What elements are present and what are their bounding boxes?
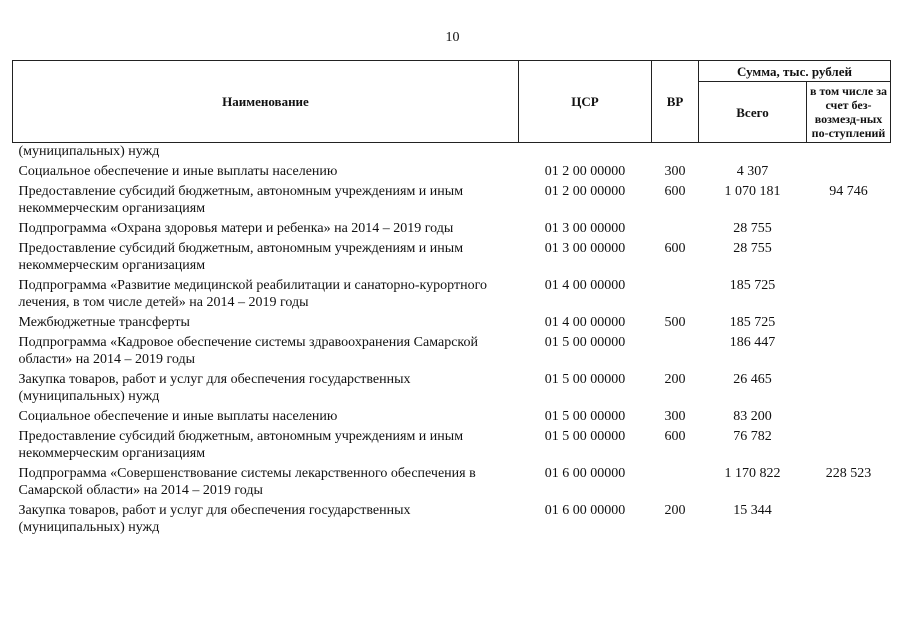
table-row xyxy=(13,499,891,536)
row-total: 4 307 xyxy=(736,164,769,179)
header-vr: ВР xyxy=(652,61,699,143)
row-name: (муниципальных) нужд xyxy=(18,144,160,159)
row-name: Подпрограмма «Совершенствование системы лекарственного обеспечения в Самарской области» на 2014 – 2019 годы xyxy=(18,466,476,498)
row-vr: 300 xyxy=(664,164,686,179)
header-free-receipts: в том числе за счет без-возмезд-ных по-ступлений xyxy=(807,82,891,143)
row-free-receipts xyxy=(807,311,891,331)
row-vr: 500 xyxy=(664,315,686,330)
row-name: Предоставление субсидий бюджетным, автономным учреждениям и иным некоммерческим организациям xyxy=(18,241,464,273)
row-free-receipts xyxy=(807,237,891,274)
row-total: 15 344 xyxy=(733,503,772,518)
row-csr: 01 5 00 00000 xyxy=(544,335,626,350)
header-name: Наименование xyxy=(13,61,519,143)
row-free-receipts xyxy=(807,425,891,462)
row-csr: 01 3 00 00000 xyxy=(544,221,626,236)
row-csr: 01 3 00 00000 xyxy=(544,241,626,256)
table-row xyxy=(13,160,891,180)
row-csr xyxy=(519,143,652,161)
row-total: 26 465 xyxy=(733,372,772,387)
row-vr: 600 xyxy=(664,184,686,199)
row-vr: 200 xyxy=(664,503,686,518)
row-csr: 01 6 00 00000 xyxy=(544,503,626,518)
row-vr: 600 xyxy=(664,429,686,444)
table-row xyxy=(13,143,891,161)
row-total: 185 725 xyxy=(729,315,776,330)
row-csr: 01 2 00 00000 xyxy=(544,164,626,179)
table-row xyxy=(13,368,891,405)
row-csr: 01 5 00 00000 xyxy=(544,372,626,387)
row-vr xyxy=(652,217,699,237)
row-total: 186 447 xyxy=(729,335,776,350)
row-total xyxy=(699,143,807,161)
row-name: Предоставление субсидий бюджетным, автономным учреждениям и иным некоммерческим организациям xyxy=(18,429,464,461)
row-name: Социальное обеспечение и иные выплаты населению xyxy=(18,409,338,424)
row-free-receipts xyxy=(807,217,891,237)
table-header xyxy=(13,61,891,143)
header-csr: ЦСР xyxy=(519,61,652,143)
row-name: Закупка товаров, работ и услуг для обеспечения государственных (муниципальных) нужд xyxy=(18,372,411,404)
row-free-receipts xyxy=(807,405,891,425)
table-row xyxy=(13,274,891,311)
row-name: Закупка товаров, работ и услуг для обеспечения государственных (муниципальных) нужд xyxy=(18,503,411,535)
row-free-receipts xyxy=(807,143,891,161)
row-csr: 01 5 00 00000 xyxy=(544,429,626,444)
row-csr: 01 4 00 00000 xyxy=(544,278,626,293)
row-vr: 200 xyxy=(664,372,686,387)
table-body xyxy=(13,143,891,537)
table-row xyxy=(13,331,891,368)
row-name: Межбюджетные трансферты xyxy=(18,315,190,330)
row-total: 28 755 xyxy=(733,221,772,236)
table-row xyxy=(13,425,891,462)
row-free-receipts xyxy=(807,331,891,368)
header-total: Всего xyxy=(699,82,807,143)
row-vr xyxy=(652,143,699,161)
table-row xyxy=(13,462,891,499)
row-csr: 01 2 00 00000 xyxy=(544,184,626,199)
row-free-receipts xyxy=(807,368,891,405)
row-vr xyxy=(652,462,699,499)
row-csr: 01 6 00 00000 xyxy=(544,466,626,481)
row-free-receipts xyxy=(807,160,891,180)
row-csr: 01 4 00 00000 xyxy=(544,315,626,330)
row-free-receipts xyxy=(807,274,891,311)
row-name: Подпрограмма «Кадровое обеспечение системы здравоохранения Самарской области» на 2014 – 2019 годы xyxy=(18,335,478,367)
row-name: Социальное обеспечение и иные выплаты населению xyxy=(18,164,338,179)
table-row xyxy=(13,405,891,425)
page-number: 10 xyxy=(445,30,460,45)
table-row xyxy=(13,311,891,331)
row-free-receipts: 94 746 xyxy=(829,184,868,199)
row-total: 1 170 822 xyxy=(724,466,781,481)
row-name: Подпрограмма «Развитие медицинской реабилитации и санаторно-курортного лечения, в том числе детей» на 2014 – 2019 годы xyxy=(18,278,487,310)
table-row xyxy=(13,217,891,237)
row-vr: 600 xyxy=(664,241,686,256)
row-total: 28 755 xyxy=(733,241,772,256)
row-free-receipts: 228 523 xyxy=(825,466,872,481)
row-csr: 01 5 00 00000 xyxy=(544,409,626,424)
row-total: 185 725 xyxy=(729,278,776,293)
budget-table xyxy=(12,60,891,536)
row-free-receipts xyxy=(807,499,891,536)
row-vr xyxy=(652,274,699,311)
header-sum: Сумма, тыс. рублей xyxy=(699,61,891,82)
row-vr: 300 xyxy=(664,409,686,424)
row-vr xyxy=(652,331,699,368)
row-total: 83 200 xyxy=(733,409,772,424)
row-name: Предоставление субсидий бюджетным, автономным учреждениям и иным некоммерческим организациям xyxy=(18,184,464,216)
table-row xyxy=(13,237,891,274)
row-total: 1 070 181 xyxy=(724,184,781,199)
row-name: Подпрограмма «Охрана здоровья матери и ребенка» на 2014 – 2019 годы xyxy=(18,221,454,236)
table-row xyxy=(13,180,891,217)
row-total: 76 782 xyxy=(733,429,772,444)
